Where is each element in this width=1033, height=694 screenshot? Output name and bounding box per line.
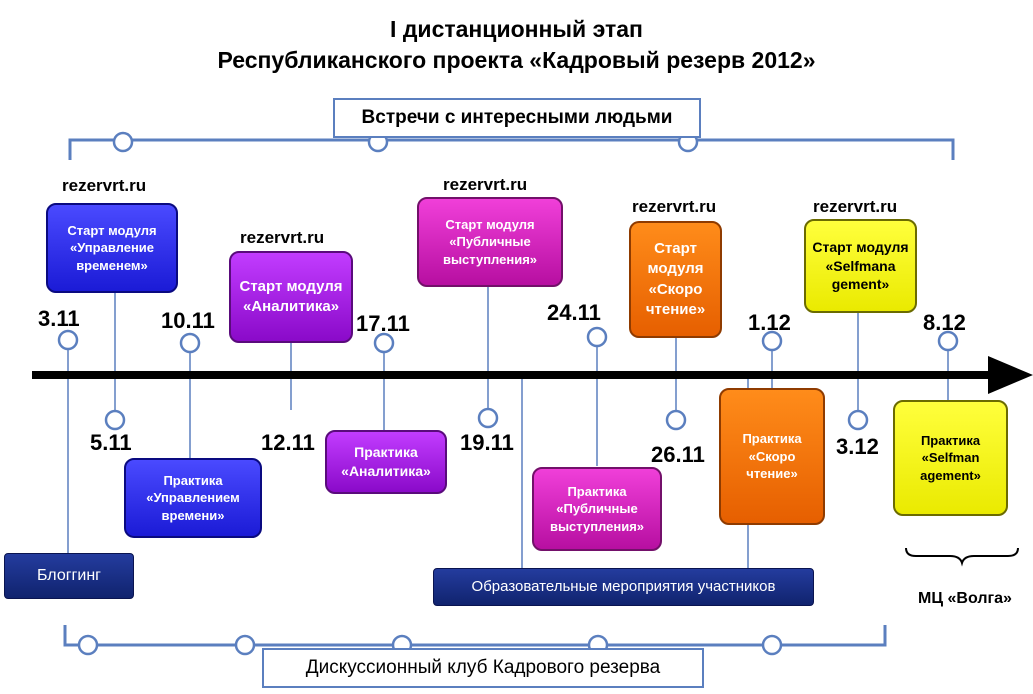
- date-label: 10.11: [161, 308, 215, 333]
- date-label: 1.12: [748, 310, 791, 335]
- top-bracket-label: Встречи с интересными людьми: [333, 98, 701, 138]
- date-label: 19.11: [460, 430, 514, 455]
- practice-analytics: Практика «Аналитика»: [325, 430, 447, 494]
- bottom-bracket-label: Дискуссионный клуб Кадрового резерва: [262, 648, 704, 688]
- top-bracket: [70, 140, 953, 160]
- practice-speed-reading: Практика «Скоро чтение»: [719, 388, 825, 525]
- bottom-bracket-node: [79, 636, 97, 654]
- site-label: rezervrt.ru: [813, 197, 898, 216]
- date-label: 3.12: [836, 434, 879, 459]
- module-start-analytics: Старт модуля «Аналитика»: [229, 251, 353, 343]
- bottom-bracket: [65, 625, 885, 645]
- date-label: 5.11: [90, 430, 132, 455]
- module-start-selfmanagement: Старт модуля «Selfmana gement»: [804, 219, 917, 313]
- date-marker: [181, 334, 199, 352]
- date-marker: [849, 411, 867, 429]
- title-line-1: I дистанционный этап: [390, 16, 643, 42]
- date-label: 24.11: [547, 300, 601, 325]
- module-start-time-management: Старт модуля «Управление временем»: [46, 203, 178, 293]
- timeline-arrow-head: [988, 356, 1033, 394]
- bottom-bracket-node: [763, 636, 781, 654]
- title-line-2: Республиканского проекта «Кадровый резерв 2012»: [217, 47, 816, 73]
- module-start-speed-reading: Старт модуля «Скоро чтение»: [629, 221, 722, 338]
- site-label: rezervrt.ru: [62, 176, 147, 195]
- education-events-box: Образовательные мероприятия участников: [433, 568, 814, 606]
- top-bracket-node: [114, 133, 132, 151]
- mc-volga-brace: [906, 548, 1018, 563]
- bottom-bracket-node: [236, 636, 254, 654]
- date-marker: [59, 331, 77, 349]
- date-marker: [588, 328, 606, 346]
- date-marker: [106, 411, 124, 429]
- practice-selfmanagement: Практика «Selfman agement»: [893, 400, 1008, 516]
- practice-public-speaking: Практика «Публичные выступления»: [532, 467, 662, 551]
- date-marker: [479, 409, 497, 427]
- date-label: 12.11: [261, 430, 315, 455]
- site-label: rezervrt.ru: [240, 228, 325, 247]
- site-label: rezervrt.ru: [632, 197, 717, 216]
- date-label: 26.11: [651, 442, 705, 467]
- mc-volga-label: МЦ «Волга»: [918, 590, 1012, 607]
- blogging-box: Блоггинг: [4, 553, 134, 599]
- practice-time-management: Практика «Управлением времени»: [124, 458, 262, 538]
- date-label: 8.12: [923, 310, 966, 335]
- date-label: 3.11: [38, 306, 80, 331]
- date-marker: [667, 411, 685, 429]
- date-label: 17.11: [356, 311, 410, 336]
- site-label: rezervrt.ru: [443, 175, 528, 194]
- module-start-public-speaking: Старт модуля «Публичные выступления»: [417, 197, 563, 287]
